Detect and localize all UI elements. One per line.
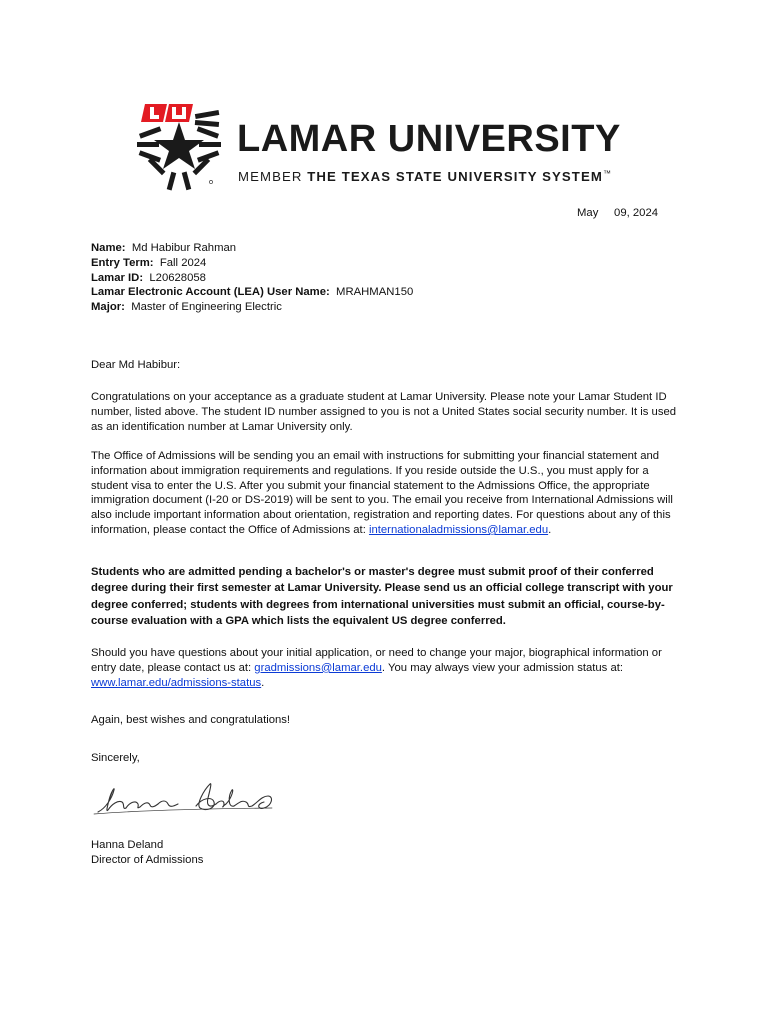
closing: Sincerely, — [91, 752, 140, 764]
info-value: Master of Engineering Electric — [131, 301, 282, 314]
lamar-star-logo-icon — [133, 100, 225, 192]
info-label: Name: — [91, 242, 126, 254]
paragraph-best-wishes: Again, best wishes and congratulations! — [91, 714, 291, 726]
admissions-status-link[interactable]: www.lamar.edu/admissions-status — [91, 676, 262, 689]
paragraph-text: . You may always view your admission status at: — [381, 661, 624, 674]
info-label: Lamar Electronic Account (LEA) User Name: — [91, 286, 330, 299]
info-value: Fall 2024 — [159, 256, 207, 269]
member-prefix: MEMBER — [238, 169, 308, 184]
signer-block — [91, 838, 203, 868]
signer-name: Hanna Deland — [91, 839, 164, 851]
lamar-id-row — [91, 271, 413, 286]
signer-title: Director of Admissions — [91, 853, 204, 866]
info-value: MRAHMAN150 — [336, 286, 414, 299]
info-label: Entry Term: — [91, 256, 154, 269]
paragraph-contact — [91, 646, 681, 690]
trademark-symbol: ™ — [602, 169, 611, 178]
university-name: LAMAR UNIVERSITY — [237, 118, 621, 160]
lea-username-row — [91, 285, 413, 300]
paragraph-end: . — [548, 523, 552, 536]
info-label: Lamar ID: — [91, 271, 144, 284]
international-admissions-email-link[interactable]: internationaladmissions@lamar.edu — [368, 523, 549, 536]
student-info — [91, 241, 413, 315]
major-row — [91, 300, 413, 315]
student-name-row — [91, 241, 413, 256]
paragraph-text: Should you have questions about your initial application, or need to change your major, biographical information or entry date, please contact us at: — [91, 647, 662, 674]
letter-date: May 09, 2024 — [577, 207, 659, 219]
info-value: Md Habibur Rahman — [131, 242, 237, 254]
paragraph-text: The Office of Admissions will be sending you an email with instructions for submitting your financial statement and information about immigration requirements and regulations. If you reside outside the U.S., you must apply for a student visa to enter the U.S. After you submit your financial statement to the Admissions Office, the appropriate immigration document (I-20 or DS-2019) will be sent to you. The email you receive from International Admissions will also include important information about orientation, registration and reporting dates. For questions about any of this information, please contact the Office of Admissions at: — [91, 450, 673, 536]
info-value: L20628058 — [149, 271, 206, 284]
paragraph-end: . — [261, 676, 265, 689]
entry-term-row — [91, 256, 413, 271]
salutation: Dear Md Habibur: — [91, 359, 181, 371]
signature-image — [92, 778, 282, 820]
gradmissions-email-link[interactable]: gradmissions@lamar.edu — [254, 661, 382, 674]
paragraph-acceptance: Congratulations on your acceptance as a graduate student at Lamar University. Please note your Lamar Student ID number, listed above. The student ID number assigned to you is not a United States social security number. It is used as an identification number at Lamar University only. — [91, 391, 677, 433]
info-label: Major: — [91, 301, 125, 314]
letterhead-logo — [133, 100, 621, 192]
system-name: THE TEXAS STATE UNIVERSITY SYSTEM — [307, 169, 603, 184]
paragraph-admissions-email — [91, 449, 681, 538]
university-system-line — [238, 170, 611, 183]
paragraph-degree-proof: Students who are admitted pending a bachelor's or master's degree must submit proof of their conferred degree during their first semester at Lamar University. Please send us an official college transcript with your degree conferred; students with degrees from international universities must submit an official, course-by-course evaluation with a GPA which lists the equivalent US degree conferred. — [91, 566, 673, 627]
